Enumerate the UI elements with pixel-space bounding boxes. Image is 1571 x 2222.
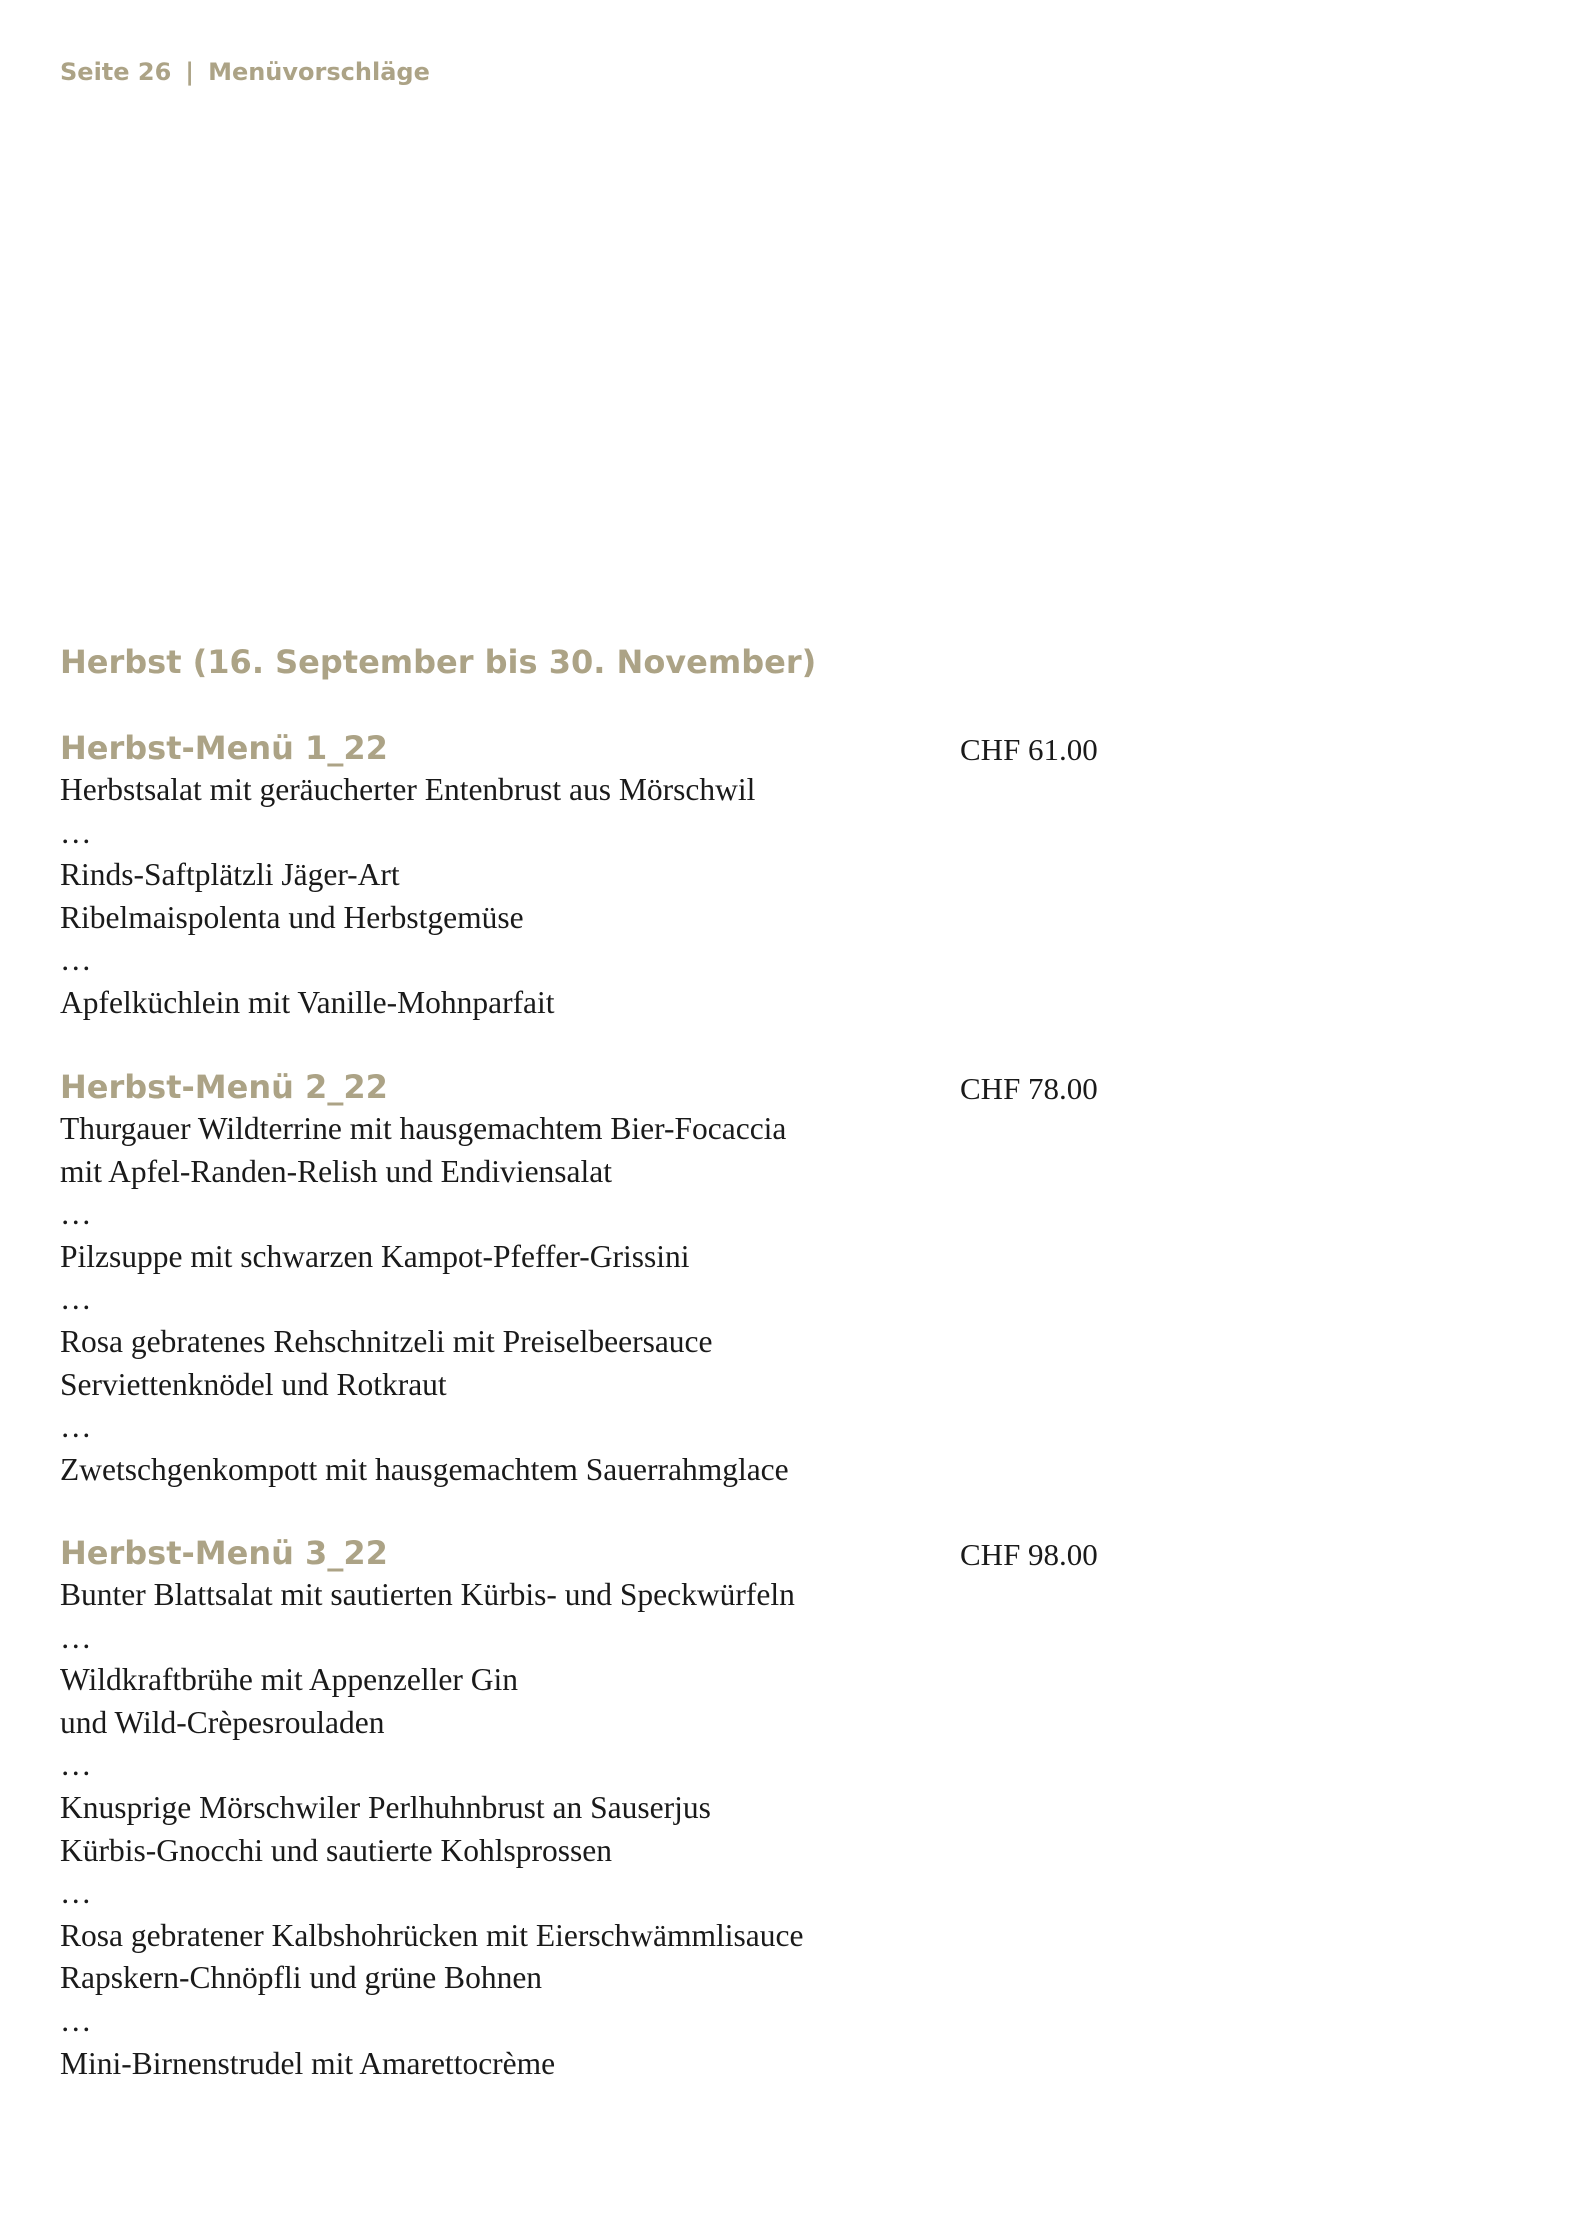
menu-title: Herbst-Menü 2_22 bbox=[60, 1068, 388, 1106]
section-title: Menüvorschläge bbox=[208, 58, 430, 86]
course-list bbox=[60, 1574, 804, 2085]
course-line: Ribelmaispolenta und Herbstgemüse bbox=[60, 899, 524, 935]
course-line: Wildkraftbrühe mit Appenzeller Gin bbox=[60, 1662, 518, 1698]
course-separator: … bbox=[60, 1875, 92, 1911]
course-line: und Wild-Crèpesrouladen bbox=[60, 1704, 385, 1740]
season-title: Herbst (16. September bis 30. November) bbox=[60, 643, 817, 681]
course-separator: … bbox=[60, 1196, 92, 1232]
course-separator: … bbox=[60, 1409, 92, 1445]
menu-price: CHF 98.00 bbox=[960, 1537, 1098, 1572]
course-separator: … bbox=[60, 1619, 92, 1655]
menu-price: CHF 61.00 bbox=[960, 732, 1098, 767]
course-separator: … bbox=[60, 1747, 92, 1783]
menu-title: Herbst-Menü 1_22 bbox=[60, 729, 388, 767]
course-line: Kürbis-Gnocchi und sautierte Kohlsprossen bbox=[60, 1832, 613, 1868]
course-line: Zwetschgenkompott mit hausgemachtem Sauerrahmglace bbox=[60, 1451, 789, 1487]
course-line: Knusprige Mörschwiler Perlhuhnbrust an Sauserjus bbox=[60, 1789, 711, 1825]
course-separator: … bbox=[60, 2002, 92, 2038]
course-line: Pilzsuppe mit schwarzen Kampot-Pfeffer-Grissini bbox=[60, 1238, 690, 1274]
course-line: Rosa gebratenes Rehschnitzeli mit Preiselbeersauce bbox=[60, 1323, 713, 1359]
course-line: Thurgauer Wildterrine mit hausgemachtem Bier-Focaccia bbox=[60, 1111, 787, 1146]
course-line: Apfelküchlein mit Vanille-Mohnparfait bbox=[60, 984, 555, 1020]
menu-title: Herbst-Menü 3_22 bbox=[60, 1534, 388, 1572]
course-separator: … bbox=[60, 942, 92, 978]
menu-price: CHF 78.00 bbox=[960, 1071, 1098, 1106]
page-number: Seite 26 bbox=[60, 58, 172, 86]
course-line: Rosa gebratener Kalbshohrücken mit Eierschwämmlisauce bbox=[60, 1917, 804, 1953]
page-header bbox=[60, 58, 430, 86]
course-line: Serviettenknödel und Rotkraut bbox=[60, 1366, 447, 1402]
course-line: Mini-Birnenstrudel mit Amarettocrème bbox=[60, 2045, 556, 2081]
course-separator: … bbox=[60, 814, 92, 850]
course-list bbox=[60, 769, 755, 1025]
course-line: Rinds-Saftplätzli Jäger-Art bbox=[60, 857, 400, 893]
course-list bbox=[60, 1108, 789, 1491]
course-line: Herbstsalat mit geräucherter Entenbrust aus Mörschwil bbox=[60, 772, 756, 807]
course-line: Bunter Blattsalat mit sautierten Kürbis- und Speckwürfeln bbox=[60, 1577, 795, 1612]
header-separator: | bbox=[185, 58, 195, 86]
course-line: mit Apfel-Randen-Relish und Endiviensalat bbox=[60, 1153, 613, 1189]
course-line: Rapskern-Chnöpfli und grüne Bohnen bbox=[60, 1960, 543, 1996]
course-separator: … bbox=[60, 1281, 92, 1317]
